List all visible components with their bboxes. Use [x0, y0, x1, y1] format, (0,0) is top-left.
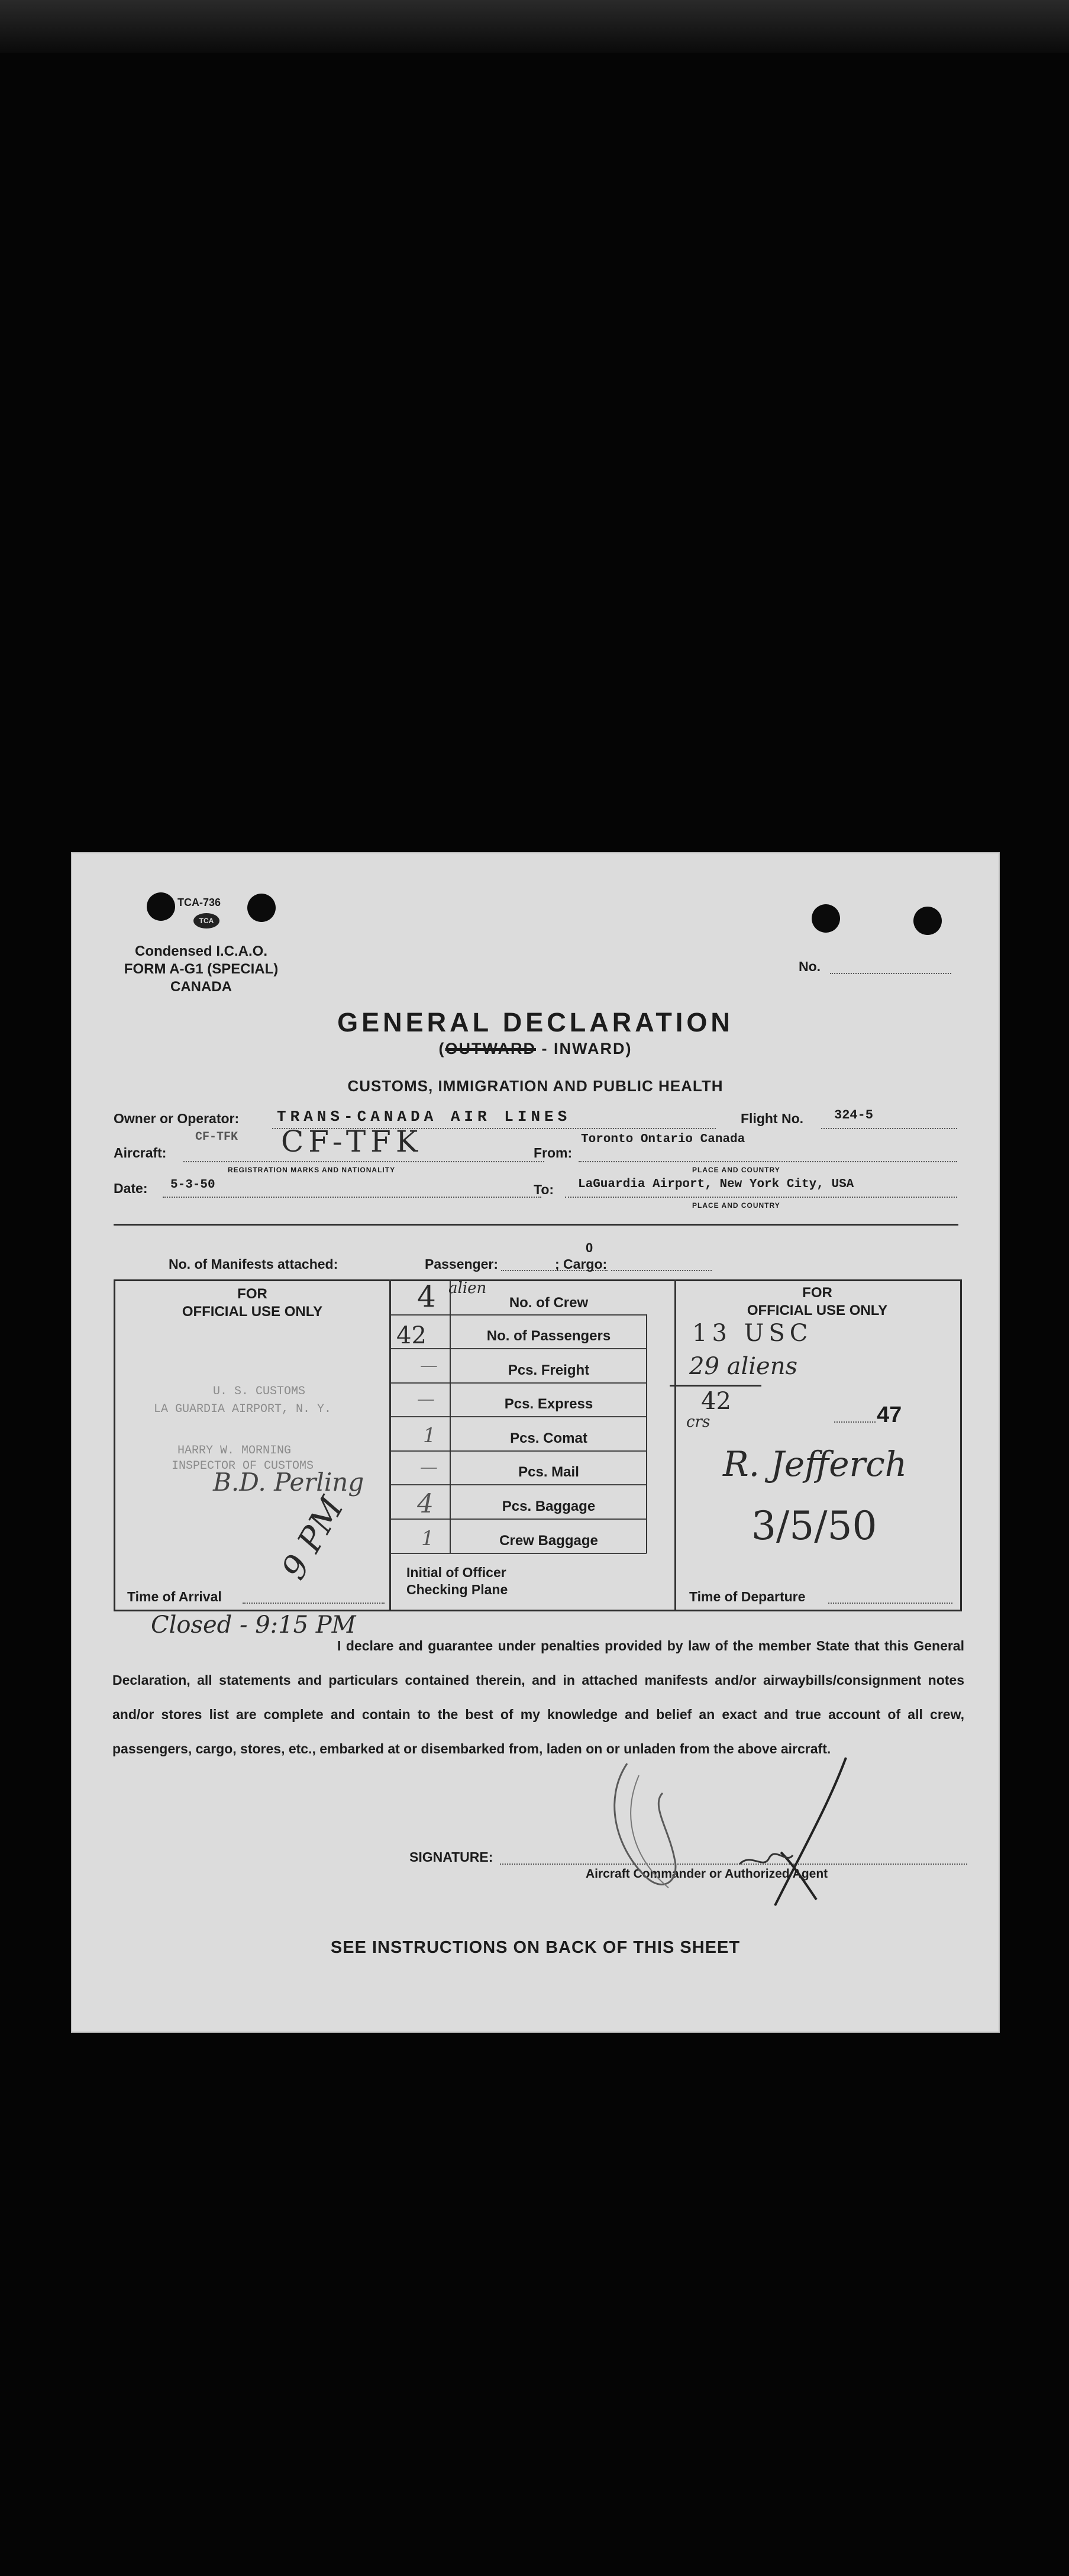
aircraft-commander-signature [592, 1746, 864, 1911]
from-caption: PLACE AND COUNTRY [692, 1166, 780, 1174]
header-divider [114, 1224, 958, 1226]
initial-officer-label [406, 1564, 508, 1598]
customs-stamp-line4: INSPECTOR OF CUSTOMS [172, 1459, 314, 1473]
row-separator [391, 1484, 647, 1485]
crew-alien-note: alien [448, 1279, 487, 1297]
right-stamp-number: 47 [877, 1403, 902, 1427]
form-subtitle: CUSTOMS, IMMIGRATION AND PUBLIC HEALTH [347, 1077, 724, 1095]
row-label-baggage: Pcs. Baggage [502, 1498, 596, 1514]
outward-struck: OUTWARD [445, 1040, 536, 1058]
passenger-count: 42 [396, 1322, 427, 1349]
flight-label: Flight No. [741, 1111, 804, 1126]
count-column-divider [450, 1281, 451, 1553]
tca-logo-icon: TCA [193, 913, 219, 928]
sum-line [670, 1385, 761, 1387]
crew-baggage-count: 1 [421, 1527, 434, 1550]
row-separator [391, 1416, 647, 1417]
signature-caption: Aircraft Commander or Authorized Agent [586, 1867, 828, 1881]
punch-hole [812, 904, 840, 933]
passenger-manifest-value: 0 [586, 1240, 593, 1255]
declaration-text: I declare and guarantee under penalties provided by law of the member State that this General Declaration, all statements and particulars contained therein, and in attached manifests and/or airwaybills/consignment notes and/or stores list are complete and contain to the best of my knowledge and belief an exact and true account of all crew, passengers, cargo, stores, etc., embarked at or disembarked from, laden on or unladen from the above aircraft. [112, 1638, 964, 1756]
customs-stamp-line2: LA GUARDIA AIRPORT, N. Y. [154, 1403, 332, 1416]
right-aliens-count: 29 aliens [689, 1353, 798, 1380]
row-separator [391, 1450, 647, 1452]
aircraft-typed: CF-TFK [195, 1130, 238, 1144]
inward-label: - INWARD) [541, 1040, 632, 1058]
punch-hole [913, 907, 942, 935]
date-value: 5-3-50 [170, 1178, 215, 1192]
customs-stamp-line1: U. S. CUSTOMS [213, 1385, 306, 1398]
from-value: Toronto Ontario Canada [581, 1133, 745, 1146]
row-separator [391, 1553, 647, 1554]
express-count: — [417, 1389, 435, 1410]
scan-top-strip [0, 0, 1069, 53]
departure-line [828, 1603, 952, 1604]
cargo-label: ; Cargo: [555, 1256, 608, 1272]
right-date-handwritten: 3/5/50 [751, 1503, 877, 1549]
operator-value: TRANS-CANADA AIR LINES [277, 1108, 571, 1126]
table-divider-left [389, 1279, 391, 1610]
left-official-header [115, 1285, 389, 1321]
punch-hole [247, 894, 276, 922]
cargo-line [611, 1270, 712, 1271]
page-title: GENERAL DECLARATION [337, 1007, 734, 1037]
row-label-crew-baggage: Crew Baggage [499, 1533, 598, 1549]
initial-line2: Checking Plane [406, 1582, 508, 1597]
freight-count: — [420, 1355, 438, 1376]
right-header-line1: FOR [802, 1285, 832, 1301]
flight-line [821, 1128, 957, 1129]
customs-stamp-line3: HARRY W. MORNING [177, 1444, 292, 1458]
form-number-label: No. [799, 959, 821, 974]
general-declaration-sheet [71, 852, 1000, 2033]
instructions-footer: SEE INSTRUCTIONS ON BACK OF THIS SHEET [330, 1938, 741, 1957]
row-separator [391, 1348, 647, 1349]
row-label-mail: Pcs. Mail [518, 1464, 579, 1480]
center-right-divider [646, 1314, 647, 1553]
row-label-crew: No. of Crew [509, 1295, 589, 1311]
aircraft-line [183, 1161, 544, 1162]
right-officer-signature: R. Jefferch [723, 1444, 907, 1484]
declaration-direction: (OUTWARD - INWARD) [438, 1040, 632, 1058]
aircraft-handwritten: CF-TFK [281, 1124, 423, 1159]
aircraft-caption: REGISTRATION MARKS AND NATIONALITY [228, 1166, 396, 1174]
right-crs: crs [686, 1413, 710, 1431]
mail-count: — [420, 1457, 438, 1478]
row-label-freight: Pcs. Freight [508, 1362, 590, 1378]
form-number-line [830, 973, 951, 974]
form-std-line1: Condensed I.C.A.O. [134, 943, 267, 959]
form-code: TCA-736 [177, 897, 221, 908]
date-line [163, 1197, 541, 1198]
arrival-label: Time of Arrival [127, 1589, 222, 1604]
closed-time-note: Closed - 9:15 PM [151, 1611, 356, 1639]
arrival-line [243, 1603, 385, 1604]
row-label-comat: Pcs. Comat [510, 1430, 587, 1446]
right-header-line2: OFFICIAL USE ONLY [747, 1302, 888, 1318]
passenger-label: Passenger: [425, 1256, 499, 1272]
row-separator [391, 1314, 647, 1316]
punch-hole [147, 892, 175, 921]
to-line [565, 1197, 957, 1198]
right-official-header [676, 1284, 958, 1320]
signature-label: SIGNATURE: [409, 1849, 493, 1865]
from-line [579, 1161, 957, 1162]
form-std-line2: FORM A-G1 (SPECIAL) [124, 961, 279, 977]
crew-count: 4 [417, 1279, 436, 1314]
arrival-time-handwritten: 9 PM [274, 1490, 352, 1586]
to-value: LaGuardia Airport, New York City, USA [578, 1178, 854, 1191]
row-label-passengers: No. of Passengers [486, 1328, 611, 1344]
manifests-label: No. of Manifests attached: [169, 1256, 338, 1272]
initial-line1: Initial of Officer [406, 1565, 506, 1580]
aircraft-label: Aircraft: [114, 1145, 167, 1160]
left-header-line2: OFFICIAL USE ONLY [182, 1304, 323, 1320]
comat-count: 1 [423, 1424, 436, 1447]
right-number-line [834, 1421, 876, 1423]
table-divider-right [674, 1279, 676, 1610]
right-usc-count: 13 USC [692, 1320, 813, 1347]
baggage-count: 4 [417, 1489, 434, 1519]
left-header-line1: FOR [237, 1286, 267, 1302]
flight-value: 324-5 [834, 1108, 874, 1123]
customs-officer-signature: B.D. Perling [213, 1468, 364, 1497]
operator-label: Owner or Operator: [114, 1111, 240, 1126]
row-label-express: Pcs. Express [504, 1396, 593, 1412]
form-std-line3: CANADA [170, 979, 232, 995]
departure-label: Time of Departure [689, 1589, 806, 1604]
form-standard-header [89, 943, 314, 996]
row-separator [391, 1382, 647, 1384]
to-label: To: [534, 1182, 554, 1197]
to-caption: PLACE AND COUNTRY [692, 1201, 780, 1210]
from-label: From: [534, 1145, 573, 1160]
right-total: 42 [701, 1388, 731, 1415]
date-label: Date: [114, 1181, 148, 1196]
